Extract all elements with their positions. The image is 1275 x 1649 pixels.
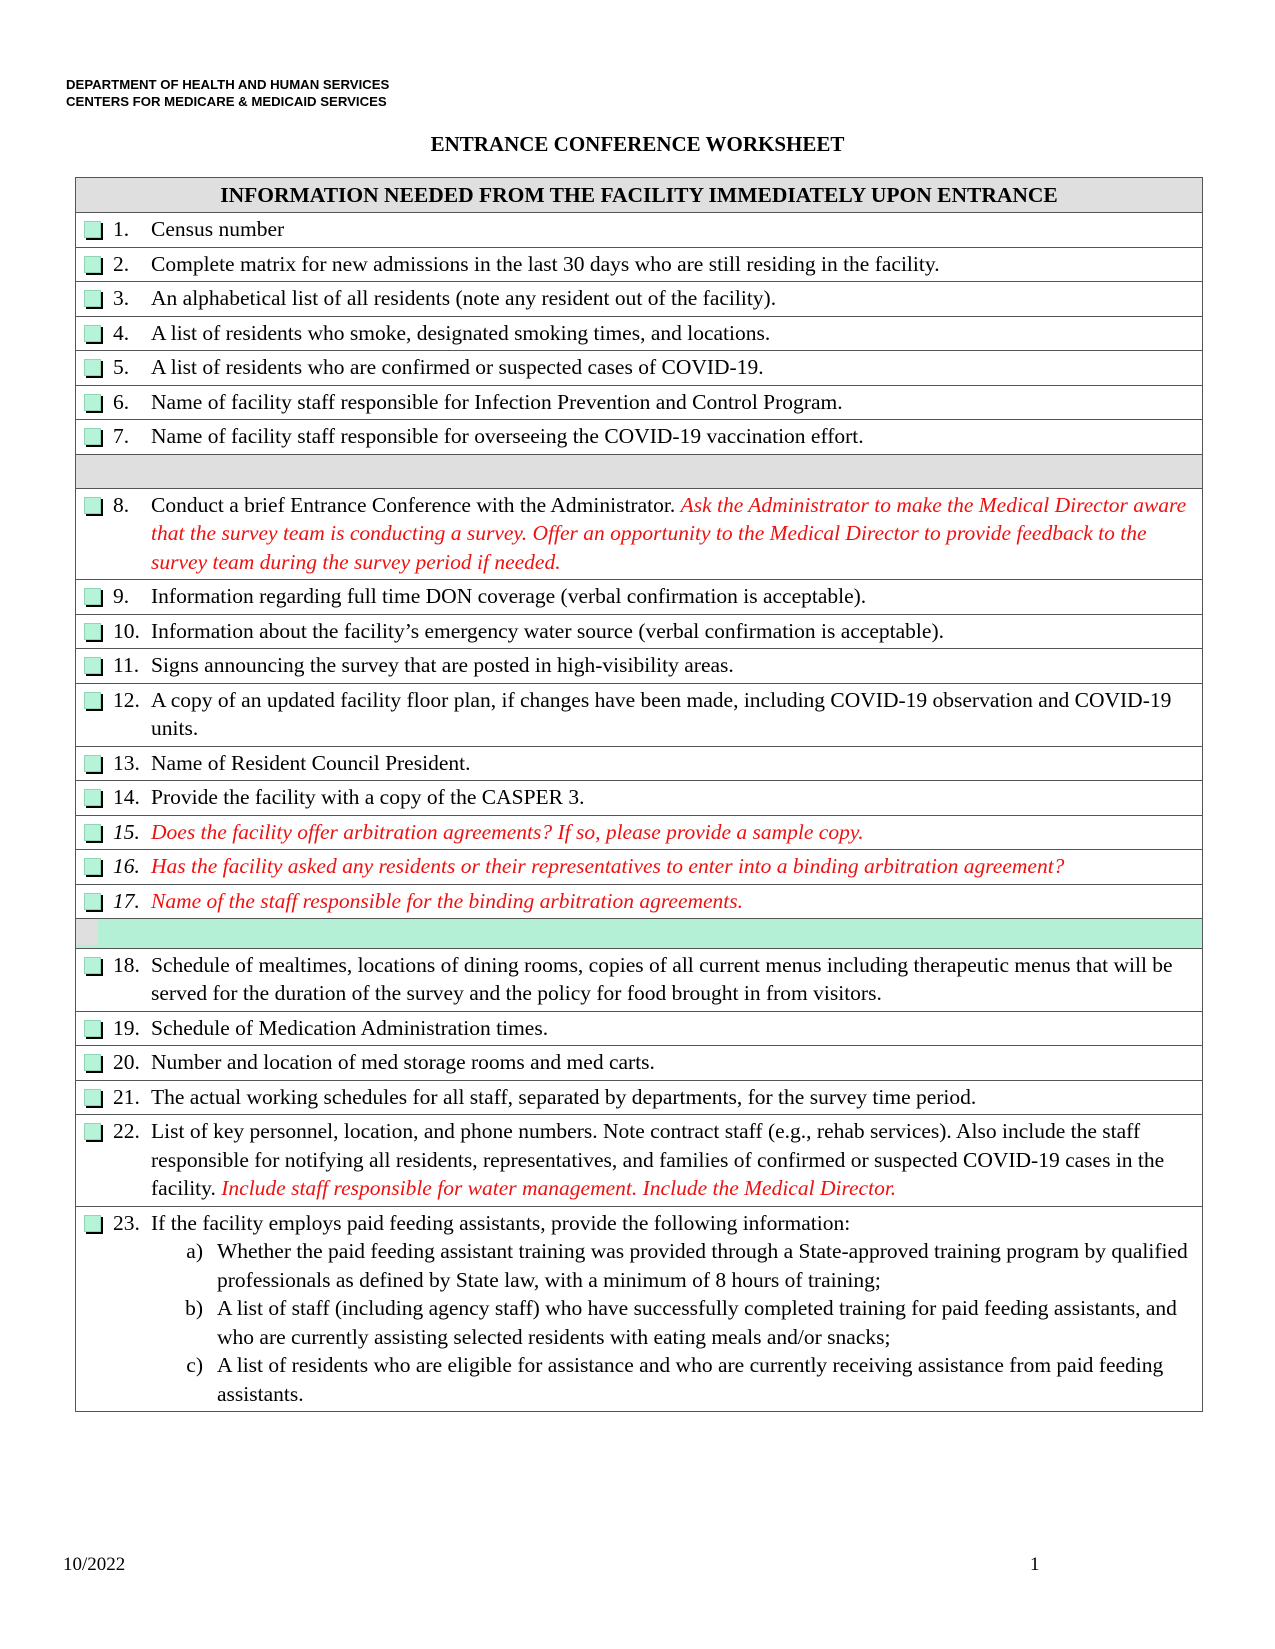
item-text-block [151,250,1202,279]
item-number: 23. [113,1210,140,1235]
item-text: A copy of an updated facility floor plan, if changes have been made, including COVID-19 observation and COVID-19 units. [151,687,1172,740]
item-number: 4. [113,320,130,345]
item-number: 16. [113,854,140,878]
section-header: INFORMATION NEEDED FROM THE FACILITY IMMEDIATELY UPON ENTRANCE [76,178,1203,213]
checklist-row [76,884,1203,919]
checklist-item [76,1012,1202,1046]
checklist-row [76,351,1203,386]
item-text-block [151,319,1202,348]
checklist-row [76,746,1203,781]
checkbox-icon[interactable] [84,588,101,605]
item-number: 14. [113,785,140,809]
checklist-row [76,683,1203,746]
item-text-block [151,388,1202,417]
sub-item-label: b) [185,1296,203,1320]
item-text-block [151,951,1202,1008]
checklist-row [76,247,1203,282]
item-text-block [151,617,1202,646]
sub-item-text: A list of residents who are eligible for assistance and who are currently receiving assistance from paid feeding assistants. [217,1353,1164,1406]
item-text: Signs announcing the survey that are posted in high-visibility areas. [151,653,734,677]
item-text: List of key personnel, location, and phone numbers. Note contract staff (e.g., rehab services). Also include the staff responsible for notifying all residents, representatives, and families of confirmed or suspected COVID-19 cases in the facility. [151,1119,1165,1200]
checklist-item [76,420,1202,454]
item-number: 17. [113,888,140,913]
item-text-block [151,887,1202,916]
item-note-highlighted: Name of the staff responsible for the binding arbitration agreements. [151,888,744,913]
agency-line-1: DEPARTMENT OF HEALTH AND HUMAN SERVICES [66,77,390,92]
checklist-row [76,420,1203,455]
item-number: 19. [113,1015,140,1040]
item-text: A list of residents who are confirmed or suspected cases of COVID-19. [151,355,764,379]
item-text-block [151,852,1202,881]
checkbox-icon[interactable] [84,1020,101,1037]
item-note-highlighted: Include staff responsible for water management. Include the Medical Director. [221,1176,897,1200]
item-text: Number and location of med storage rooms and med carts. [151,1050,655,1074]
item-text-block [151,783,1202,812]
agency-header [66,76,389,110]
checklist-item [76,1115,1202,1206]
section-separator [76,454,1203,488]
item-text-block [151,284,1202,313]
checklist-row [76,213,1203,248]
checkbox-icon[interactable] [84,325,101,342]
item-text-block [151,422,1202,451]
item-text: Census number [151,217,285,241]
checkbox-icon[interactable] [84,957,101,974]
item-text-block [151,582,1202,611]
item-text: Provide the facility with a copy of the CASPER 3. [151,785,585,809]
checklist-item [76,386,1202,420]
item-number: 12. [113,687,140,712]
sub-item [151,1351,1194,1408]
checkbox-icon[interactable] [84,1215,101,1232]
checklist-item [76,317,1202,351]
checklist-item [76,781,1202,815]
item-text-block [151,1117,1202,1203]
section-header-row [76,178,1203,213]
item-number: 7. [113,424,130,448]
checklist-row [76,282,1203,317]
item-text-block [151,686,1202,743]
checklist-row [76,781,1203,816]
checkbox-icon[interactable] [84,893,101,910]
sub-item-label: a) [186,1239,203,1263]
item-note-highlighted: Does the facility offer arbitration agreements? If so, please provide a sample copy. [151,819,864,844]
item-text-block [151,353,1202,382]
item-text: Conduct a brief Entrance Conference with the Administrator. [151,492,676,517]
checklist-item [76,885,1202,919]
section-separator-highlighted [76,919,1203,949]
checkbox-icon[interactable] [84,394,101,411]
item-text-block [151,749,1202,778]
checklist-item [76,248,1202,282]
checkbox-icon[interactable] [84,692,101,709]
item-text: Complete matrix for new admissions in the last 30 days who are still residing in the facility. [151,251,940,276]
checklist-item [76,850,1202,884]
item-text: If the facility employs paid feeding assistants, provide the following information: [151,1210,851,1235]
checklist-row [76,385,1203,420]
checklist-row [76,316,1203,351]
checklist-item [76,351,1202,385]
checklist-row [76,614,1203,649]
checklist-item [76,1046,1202,1080]
item-number: 15. [113,819,140,844]
item-text: Information regarding full time DON coverage (verbal confirmation is acceptable). [151,584,867,608]
item-text-block [151,1209,1202,1409]
checkbox-icon[interactable] [84,858,101,875]
page-title: ENTRANCE CONFERENCE WORKSHEET [430,132,845,156]
item-text-block [151,1048,1202,1077]
checklist-row [76,580,1203,615]
checkbox-icon[interactable] [84,428,101,445]
item-text: Information about the facility’s emergency water source (verbal confirmation is acceptable). [151,618,944,643]
checkbox-icon[interactable] [84,1054,101,1071]
item-text-block [151,1083,1202,1112]
footer-date: 10/2022 [63,1554,126,1575]
page-number: 1 [1030,1554,1040,1575]
item-number: 6. [113,389,130,414]
checkbox-icon[interactable] [84,359,101,376]
item-number: 1. [113,217,130,241]
separator-lead [76,919,98,945]
item-text: Schedule of Medication Administration times. [151,1015,549,1040]
checklist-item [76,649,1202,683]
checklist-row [76,1206,1203,1412]
sub-item [151,1294,1194,1351]
sub-item-label: c) [186,1353,203,1377]
checklist-row [76,948,1203,1011]
checklist-row [76,1011,1203,1046]
item-number: 10. [113,618,140,643]
checklist-item [76,747,1202,781]
item-text: Schedule of mealtimes, locations of dining rooms, copies of all current menus including therapeutic menus that will be served for the duration of the survey and the policy for food brought in from visitors. [151,952,1173,1005]
item-text: An alphabetical list of all residents (note any resident out of the facility). [151,286,777,310]
checklist-row [76,1080,1203,1115]
item-text-block [151,491,1202,577]
checklist-item [76,1081,1202,1115]
checklist-item [76,489,1202,580]
checklist-item [76,282,1202,316]
item-number: 5. [113,355,130,379]
item-text: Name of facility staff responsible for Infection Prevention and Control Program. [151,389,843,414]
checklist-item [76,949,1202,1011]
checklist-row [76,649,1203,684]
item-text: Name of facility staff responsible for overseeing the COVID-19 vaccination effort. [151,424,864,448]
checklist-row [76,1115,1203,1207]
item-number: 2. [113,251,130,276]
checklist-row [76,850,1203,885]
checkbox-icon[interactable] [84,497,101,514]
checklist-item [76,1207,1202,1412]
item-number: 13. [113,750,140,775]
item-note-highlighted: Has the facility asked any residents or their representatives to enter into a binding arbitration agreement? [151,854,1065,878]
checkbox-icon[interactable] [84,1123,101,1140]
checkbox-icon[interactable] [84,256,101,273]
agency-line-2: CENTERS FOR MEDICARE & MEDICAID SERVICES [66,94,387,109]
item-number: 9. [113,584,130,608]
checklist-item [76,684,1202,746]
item-text-block [151,818,1202,847]
item-text-block [151,1014,1202,1043]
item-number: 3. [113,286,130,310]
item-number: 18. [113,952,140,977]
checkbox-icon[interactable] [84,789,101,806]
item-note-highlighted: Ask the Administrator to make the Medical Director aware that the survey team is conducting a survey. Offer an opportunity to the Medical Director to provide feedback to the survey team during the survey period if needed. [151,492,1187,574]
item-text-block [151,651,1202,680]
item-text: The actual working schedules for all staff, separated by departments, for the survey time period. [151,1084,977,1109]
worksheet-table [75,177,1203,1412]
item-number: 21. [113,1084,140,1109]
item-number: 8. [113,492,130,517]
checkbox-icon[interactable] [84,824,101,841]
item-text: Name of Resident Council President. [151,750,471,775]
checklist-item [76,213,1202,247]
checklist-item [76,615,1202,649]
checkbox-icon[interactable] [84,657,101,674]
checklist-item [76,816,1202,850]
checkbox-icon[interactable] [84,755,101,772]
item-number: 20. [113,1050,140,1074]
sub-item-text: Whether the paid feeding assistant training was provided through a State-approved training program by qualified professionals as defined by State law, with a minimum of 8 hours of training; [217,1239,1188,1292]
checklist-row [76,1046,1203,1081]
checkbox-icon[interactable] [84,221,101,238]
sub-item-text: A list of staff (including agency staff) who have successfully completed training for paid feeding assistants, and who are currently assisting selected residents with eating meals and/or snacks; [217,1296,1177,1349]
item-text: A list of residents who smoke, designated smoking times, and locations. [151,320,771,345]
item-text-block [151,215,1202,244]
item-number: 22. [113,1119,140,1143]
checklist-row [76,488,1203,580]
sub-item [151,1237,1194,1294]
checklist-row [76,815,1203,850]
checkbox-icon[interactable] [84,623,101,640]
checkbox-icon[interactable] [84,1089,101,1106]
item-number: 11. [113,653,140,677]
checklist-item [76,580,1202,614]
checkbox-icon[interactable] [84,290,101,307]
